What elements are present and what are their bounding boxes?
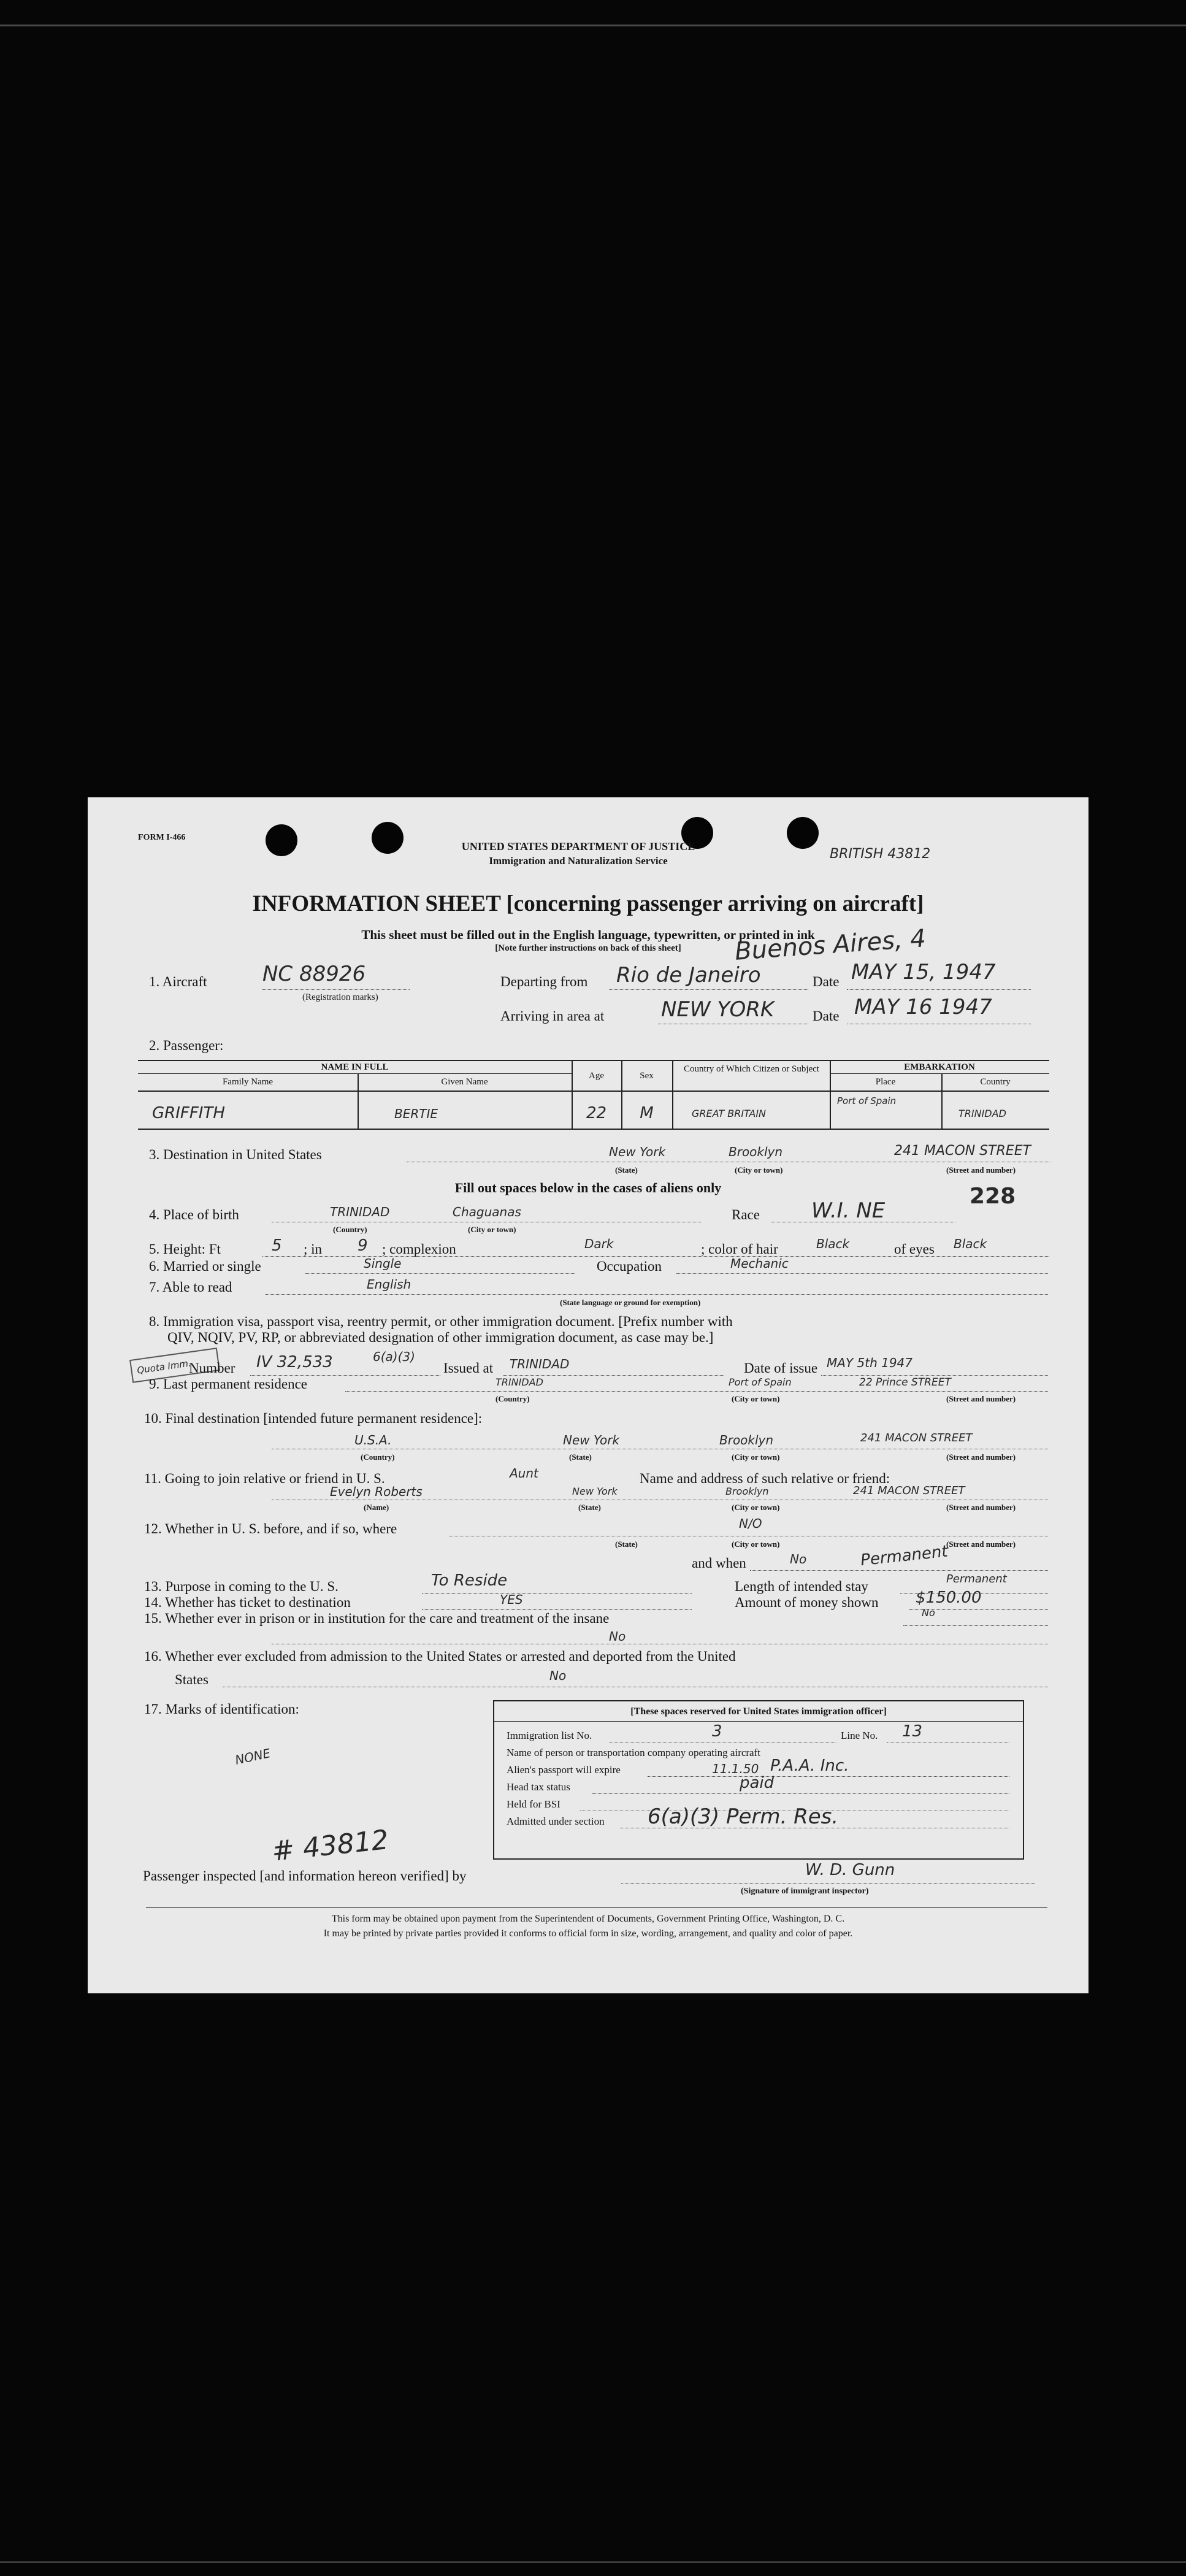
table-rule — [138, 1129, 1049, 1130]
embark-place: Port of Spain — [837, 1095, 897, 1106]
complexion: Dark — [584, 1236, 614, 1251]
final-state: New York — [563, 1433, 620, 1447]
embark-country: TRINIDAD — [958, 1108, 1006, 1119]
bsi-label: Held for BSI — [507, 1798, 560, 1810]
caption: (Country) — [495, 1394, 530, 1403]
departing-label: Departing from — [500, 974, 588, 989]
admitted-label: Admitted under section — [507, 1815, 605, 1827]
underline — [847, 989, 1031, 990]
prison: No — [922, 1607, 935, 1619]
final-country: U.S.A. — [354, 1433, 392, 1447]
underline — [305, 1273, 575, 1274]
previous-label: 12. Whether in U. S. before, and if so, where — [144, 1521, 397, 1536]
underline — [609, 989, 808, 990]
marks-label: 17. Marks of identification: — [144, 1701, 299, 1717]
stamp-text: Quota Imm. — [136, 1357, 192, 1376]
inspection-label: Passenger inspected [and information hereon verified] by — [143, 1868, 467, 1884]
caption: (State) — [578, 1503, 601, 1512]
visa-class-note: 6(a)(3) — [373, 1349, 415, 1364]
departing-date-label: Date — [813, 974, 840, 989]
underline — [592, 1793, 1009, 1794]
issued-at: TRINIDAD — [510, 1357, 570, 1371]
transport-company: P.A.A. Inc. — [770, 1757, 849, 1775]
height-inches: 9 — [358, 1236, 368, 1255]
issue-date-label: Date of issue — [744, 1360, 818, 1376]
height-feet: 5 — [272, 1236, 282, 1255]
passenger-label: 2. Passenger: — [149, 1038, 224, 1053]
sex-header: Sex — [640, 1071, 654, 1081]
relative-street: 241 MACON STREET — [853, 1484, 965, 1497]
official-header: [These spaces reserved for United States immigration officer] — [630, 1706, 887, 1717]
embarkation-header: EMBARKATION — [904, 1062, 975, 1072]
birth-city: Chaguanas — [453, 1205, 521, 1219]
film-bottom-edge — [0, 2561, 1186, 2563]
film-top-edge — [0, 25, 1186, 26]
aliens-note: Fill out spaces below in the cases of aliens only — [454, 1180, 722, 1195]
visa-number: IV 32,533 — [256, 1353, 333, 1371]
ticket: YES — [500, 1592, 523, 1607]
eye-color: Black — [954, 1236, 987, 1251]
transport-label: Name of person or transportation company operating aircraft — [507, 1747, 760, 1758]
read-label: 7. Able to read — [149, 1279, 232, 1295]
table-rule — [138, 1060, 1049, 1061]
citizen-header: Country of Which Citizen or Subject — [684, 1064, 819, 1074]
race: W.I. NE — [811, 1198, 886, 1223]
caption: (State) — [615, 1165, 638, 1175]
table-rule — [494, 1721, 1023, 1722]
list-label: Immigration list No. — [507, 1730, 592, 1741]
hair-color: Black — [816, 1236, 850, 1251]
table-rule — [138, 1073, 572, 1074]
prison-continued: No — [609, 1629, 626, 1644]
passport-label: Alien's passport will expire — [507, 1764, 621, 1776]
table-rule — [830, 1073, 1049, 1074]
underline — [903, 1625, 1048, 1626]
issue-date: MAY 5th 1947 — [827, 1355, 913, 1370]
underline — [262, 989, 410, 990]
footer-line-2: It may be printed by private parties provided it conforms to official form in size, wording, arrangement, and quality and color of paper. — [323, 1928, 853, 1939]
money-label: Amount of money shown — [735, 1595, 879, 1610]
place-header: Place — [875, 1077, 896, 1087]
underline — [266, 1294, 1048, 1295]
birth-label: 4. Place of birth — [149, 1207, 239, 1222]
residence-country: TRINIDAD — [495, 1376, 543, 1388]
signature-caption: (Signature of immigrant inspector) — [741, 1887, 869, 1896]
arriving-at: NEW YORK — [661, 997, 775, 1022]
citizen-of: GREAT BRITAIN — [692, 1108, 767, 1119]
underline — [621, 1883, 1035, 1884]
height-label: 5. Height: Ft — [149, 1241, 221, 1257]
hair-label: ; color of hair — [701, 1241, 778, 1257]
line-number: 13 — [902, 1722, 923, 1741]
caption: (Street and number) — [946, 1503, 1016, 1512]
underline — [821, 1375, 1048, 1376]
marital-status: Single — [364, 1256, 402, 1271]
permanent-note: Permanent — [859, 1542, 949, 1570]
given-name-header: Given Name — [441, 1077, 488, 1087]
information-sheet — [88, 797, 1088, 1993]
underline — [422, 1593, 692, 1594]
stay: Permanent — [946, 1573, 1007, 1585]
caption: (Street and number) — [946, 1394, 1016, 1403]
eyes-label: of eyes — [894, 1241, 935, 1257]
given-name: BERTIE — [394, 1106, 438, 1121]
underline — [648, 1776, 1009, 1777]
punch-hole — [266, 824, 297, 856]
age-header: Age — [589, 1071, 604, 1081]
table-rule — [672, 1060, 673, 1129]
caption: (Country) — [361, 1452, 395, 1462]
visa-label: 8. Immigration visa, passport visa, reentry permit, or other immigration document. [Prefix number with — [149, 1314, 733, 1329]
underline — [345, 1391, 1048, 1392]
relative-name-label: Name and address of such relative or friend: — [640, 1471, 890, 1486]
destination-state: New York — [609, 1144, 666, 1159]
number-label: Number — [189, 1360, 235, 1376]
page-number: 228 — [970, 1184, 1016, 1209]
passport-expiry: 11.1.50 — [712, 1761, 759, 1776]
excluded: No — [549, 1668, 567, 1683]
purpose-label: 13. Purpose in coming to the U. S. — [144, 1579, 339, 1594]
issued-label: Issued at — [443, 1360, 494, 1376]
residence-street: 22 Prince STREET — [859, 1376, 951, 1389]
service-name: Immigration and Naturalization Service — [489, 855, 668, 867]
relative-state: New York — [572, 1485, 618, 1497]
residence-city: Port of Spain — [729, 1376, 792, 1388]
inches-label: ; in — [304, 1241, 323, 1257]
final-city: Brooklyn — [719, 1433, 774, 1447]
relative-city: Brooklyn — [725, 1485, 769, 1497]
underline — [503, 1375, 724, 1376]
marks: NONE — [234, 1746, 272, 1768]
sex: M — [640, 1104, 654, 1122]
table-rule — [138, 1091, 1049, 1092]
caption: (City or town) — [735, 1165, 783, 1175]
family-name-header: Family Name — [222, 1077, 274, 1087]
aircraft-label: 1. Aircraft — [149, 974, 207, 989]
previous-when: No — [790, 1552, 807, 1566]
caption: (City or town) — [468, 1225, 516, 1234]
caption: (City or town) — [732, 1503, 780, 1512]
caption: (State) — [569, 1452, 592, 1462]
inspector-signature: W. D. Gunn — [805, 1861, 895, 1879]
destination-label: 3. Destination in United States — [149, 1147, 322, 1162]
tax-status: paid — [740, 1774, 775, 1792]
occupation-label: Occupation — [597, 1259, 662, 1274]
visa-label-continued: QIV, NQIV, PV, RP, or abbreviated designation of other immigration document, as case may be.] — [167, 1330, 714, 1345]
excluded-label-continued: States — [175, 1672, 209, 1687]
file-note: BRITISH 43812 — [830, 846, 931, 862]
punch-hole — [787, 817, 819, 849]
purpose: To Reside — [431, 1571, 508, 1590]
list-number: 3 — [712, 1722, 722, 1741]
relative-relation: Aunt — [510, 1466, 538, 1481]
aircraft-registration: NC 88926 — [262, 962, 366, 986]
destination-street: 241 MACON STREET — [894, 1143, 1031, 1159]
registration-caption: (Registration marks) — [302, 992, 378, 1002]
underline — [750, 1570, 1048, 1571]
admitted-section: 6(a)(3) Perm. Res. — [648, 1804, 839, 1829]
caption: (Street and number) — [946, 1165, 1016, 1175]
tax-label: Head tax status — [507, 1781, 570, 1793]
final-destination-label: 10. Final destination [intended future permanent residence]: — [144, 1411, 483, 1426]
name-in-full-header: NAME IN FULL — [321, 1062, 389, 1072]
caption: (Street and number) — [946, 1539, 1016, 1549]
underline — [676, 1273, 1048, 1274]
married-label: 6. Married or single — [149, 1259, 261, 1274]
age: 22 — [586, 1104, 607, 1122]
form-instruction-note: [Note further instructions on back of this sheet] — [495, 943, 681, 953]
file-number: # 43812 — [270, 1824, 390, 1868]
caption: (State language or ground for exemption) — [560, 1298, 701, 1307]
stay-label: Length of intended stay — [735, 1579, 868, 1594]
departure-correction: Buenos Aires, 4 — [733, 924, 927, 966]
footer-rule — [146, 1907, 1047, 1908]
destination-city: Brooklyn — [729, 1144, 783, 1159]
form-instruction: This sheet must be filled out in the English language, typewritten, or printed in ink — [361, 927, 815, 942]
caption: (City or town) — [732, 1539, 780, 1549]
relative-name: Evelyn Roberts — [330, 1484, 423, 1499]
agency-name: UNITED STATES DEPARTMENT OF JUSTICE — [461, 840, 695, 853]
arriving-label: Arriving in area at — [500, 1008, 605, 1024]
complexion-label: ; complexion — [382, 1241, 456, 1257]
line-label: Line No. — [841, 1730, 878, 1741]
underline — [422, 1609, 692, 1610]
caption: (City or town) — [732, 1452, 780, 1462]
caption: (Street and number) — [946, 1452, 1016, 1462]
occupation: Mechanic — [730, 1256, 789, 1271]
caption: (State) — [615, 1539, 638, 1549]
departing-date: MAY 15, 1947 — [851, 960, 996, 984]
underline — [250, 1375, 440, 1376]
when-label: and when — [692, 1555, 746, 1571]
prison-label: 15. Whether ever in prison or in institution for the care and treatment of the insane — [144, 1611, 610, 1626]
official-use-box — [493, 1700, 1024, 1860]
country-header: Country — [980, 1077, 1011, 1087]
relative-label: 11. Going to join relative or friend in U. S. — [144, 1471, 385, 1486]
form-title: INFORMATION SHEET [concerning passenger arriving on aircraft] — [252, 891, 924, 916]
excluded-label: 16. Whether ever excluded from admission to the United States or arrested and deported from the United — [144, 1649, 736, 1664]
footer-line-1: This form may be obtained upon payment from the Superintendent of Documents, Government Printing Office, Washington, D. C. — [331, 1914, 845, 1924]
arriving-date-label: Date — [813, 1008, 840, 1024]
departing-from: Rio de Janeiro — [616, 963, 761, 987]
ticket-label: 14. Whether has ticket to destination — [144, 1595, 351, 1610]
form-number: FORM I-466 — [138, 833, 186, 842]
residence-label: 9. Last permanent residence — [149, 1376, 307, 1392]
previous-value: N/O — [739, 1516, 762, 1531]
family-name: GRIFFITH — [152, 1104, 225, 1122]
read-language: English — [367, 1277, 411, 1292]
caption: (Country) — [333, 1225, 367, 1234]
arriving-date: MAY 16 1947 — [854, 995, 992, 1019]
money: $150.00 — [916, 1589, 982, 1607]
caption: (Name) — [364, 1503, 389, 1512]
caption: (City or town) — [732, 1394, 780, 1403]
birth-country: TRINIDAD — [330, 1205, 390, 1219]
race-label: Race — [732, 1207, 760, 1222]
final-street: 241 MACON STREET — [860, 1432, 973, 1444]
